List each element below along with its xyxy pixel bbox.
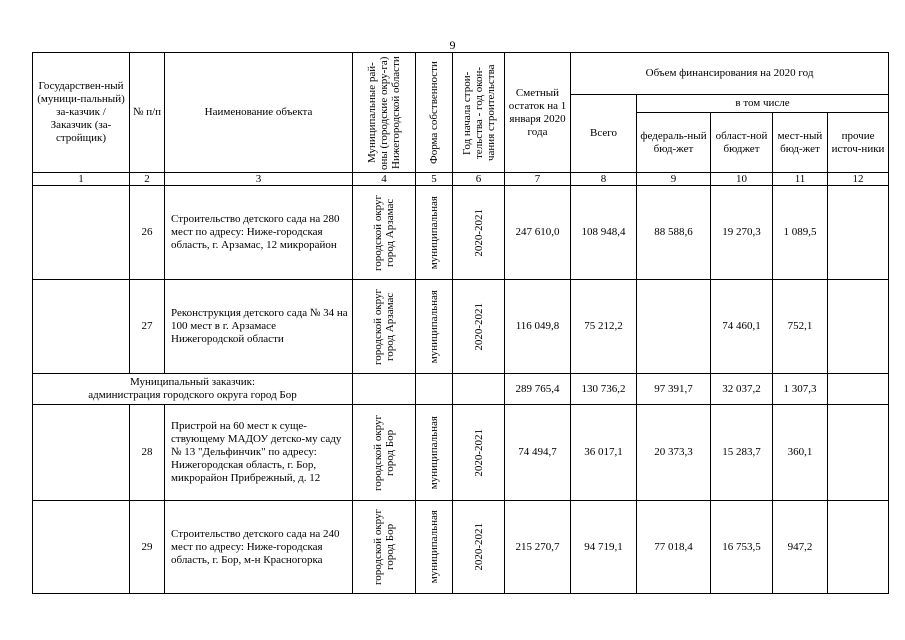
remainder-cell: 116 049,8: [505, 280, 571, 374]
header-number: № п/п: [130, 53, 165, 173]
index-cell: 10: [711, 173, 773, 186]
header-row-1: [33, 53, 889, 95]
federal-cell: 88 588,6: [637, 186, 711, 280]
header-regional: област-ной бюджет: [711, 113, 773, 173]
summary-label: [33, 374, 353, 405]
regional-cell: 32 037,2: [711, 374, 773, 405]
financing-table: [32, 52, 889, 594]
object-name: Реконструкция детского сада № 34 на 100 мест в г. Арзамасе Нижегородской области: [165, 280, 353, 374]
page-number: 9: [449, 38, 456, 52]
years-cell: 2020-2021: [453, 405, 505, 501]
ownership-cell: муниципальная: [416, 405, 453, 501]
header-ownership: Форма собственности: [416, 53, 453, 173]
header-total: Всего: [571, 95, 637, 173]
other-cell: [828, 280, 889, 374]
column-index-row: [33, 173, 889, 186]
remainder-cell: 215 270,7: [505, 501, 571, 594]
federal-cell: 20 373,3: [637, 405, 711, 501]
years-cell: 2020-2021: [453, 186, 505, 280]
district-cell: городской округ город Бор: [353, 405, 416, 501]
ownership-cell: [416, 374, 453, 405]
index-cell: 1: [33, 173, 130, 186]
index-cell: 3: [165, 173, 353, 186]
header-customer: Государствен-ный (муници-пальный) за-казчик / Заказчик (за-стройщик): [33, 53, 130, 173]
other-cell: [828, 186, 889, 280]
customer-cell: [33, 186, 130, 280]
other-cell: [828, 405, 889, 501]
remainder-cell: 289 765,4: [505, 374, 571, 405]
local-cell: 1 089,5: [773, 186, 828, 280]
other-cell: [828, 374, 889, 405]
index-cell: 11: [773, 173, 828, 186]
object-name: Пристрой на 60 мест к суще-ствующему МАДОУ детско-му саду № 13 "Дельфинчик" по адресу: Нижегородская область, г. Бор, микрорайон Прибрежный, д. 12: [165, 405, 353, 501]
object-name: Строительство детского сада на 240 мест по адресу: Ниже-городская область, г. Бор, м-н Красногорка: [165, 501, 353, 594]
header-federal: федераль-ный бюд-жет: [637, 113, 711, 173]
years-cell: [453, 374, 505, 405]
federal-cell: 97 391,7: [637, 374, 711, 405]
regional-cell: 74 460,1: [711, 280, 773, 374]
row-number: 28: [130, 405, 165, 501]
header-object-name: Наименование объекта: [165, 53, 353, 173]
index-cell: 8: [571, 173, 637, 186]
federal-cell: [637, 280, 711, 374]
local-cell: 360,1: [773, 405, 828, 501]
index-cell: 7: [505, 173, 571, 186]
other-cell: [828, 501, 889, 594]
district-cell: городской округ город Арзамас: [353, 280, 416, 374]
header-local: мест-ный бюд-жет: [773, 113, 828, 173]
district-cell: городской округ город Арзамас: [353, 186, 416, 280]
table-row: [33, 186, 889, 280]
years-cell: 2020-2021: [453, 501, 505, 594]
district-cell: [353, 374, 416, 405]
table-row: [33, 405, 889, 501]
summary-row: [33, 374, 889, 405]
index-cell: 2: [130, 173, 165, 186]
total-cell: 94 719,1: [571, 501, 637, 594]
ownership-cell: муниципальная: [416, 501, 453, 594]
header-district: Муниципальные рай-оны (городские окру-га) Нижегородской области: [353, 53, 416, 173]
regional-cell: 16 753,5: [711, 501, 773, 594]
table-row: [33, 501, 889, 594]
summary-label-line1: Муниципальный заказчик:: [129, 376, 256, 388]
total-cell: 130 736,2: [571, 374, 637, 405]
header-incl: в том числе: [637, 95, 889, 113]
regional-cell: 19 270,3: [711, 186, 773, 280]
local-cell: 947,2: [773, 501, 828, 594]
federal-cell: 77 018,4: [637, 501, 711, 594]
total-cell: 108 948,4: [571, 186, 637, 280]
remainder-cell: 74 494,7: [505, 405, 571, 501]
object-name: Строительство детского сада на 280 мест по адресу: Ниже-городская область, г. Арзамас, 12 микрорайон: [165, 186, 353, 280]
customer-cell: [33, 405, 130, 501]
remainder-cell: 247 610,0: [505, 186, 571, 280]
header-funding-group: Объем финансирования на 2020 год: [571, 53, 889, 95]
total-cell: 75 212,2: [571, 280, 637, 374]
index-cell: 9: [637, 173, 711, 186]
total-cell: 36 017,1: [571, 405, 637, 501]
header-years: Год начала строи-тельства - год окон-чания строительства: [453, 53, 505, 173]
header-other: прочие источ-ники: [828, 113, 889, 173]
row-number: 27: [130, 280, 165, 374]
index-cell: 12: [828, 173, 889, 186]
years-cell: 2020-2021: [453, 280, 505, 374]
index-cell: 5: [416, 173, 453, 186]
ownership-cell: муниципальная: [416, 280, 453, 374]
district-cell: городской округ город Бор: [353, 501, 416, 594]
index-cell: 4: [353, 173, 416, 186]
customer-cell: [33, 501, 130, 594]
header-remainder: Сметный остаток на 1 января 2020 года: [505, 53, 571, 173]
regional-cell: 15 283,7: [711, 405, 773, 501]
ownership-cell: муниципальная: [416, 186, 453, 280]
local-cell: 1 307,3: [773, 374, 828, 405]
row-number: 26: [130, 186, 165, 280]
index-cell: 6: [453, 173, 505, 186]
table-row: [33, 280, 889, 374]
row-number: 29: [130, 501, 165, 594]
summary-label-line2: администрация городского округа город Бор: [88, 389, 297, 401]
customer-cell: [33, 280, 130, 374]
local-cell: 752,1: [773, 280, 828, 374]
